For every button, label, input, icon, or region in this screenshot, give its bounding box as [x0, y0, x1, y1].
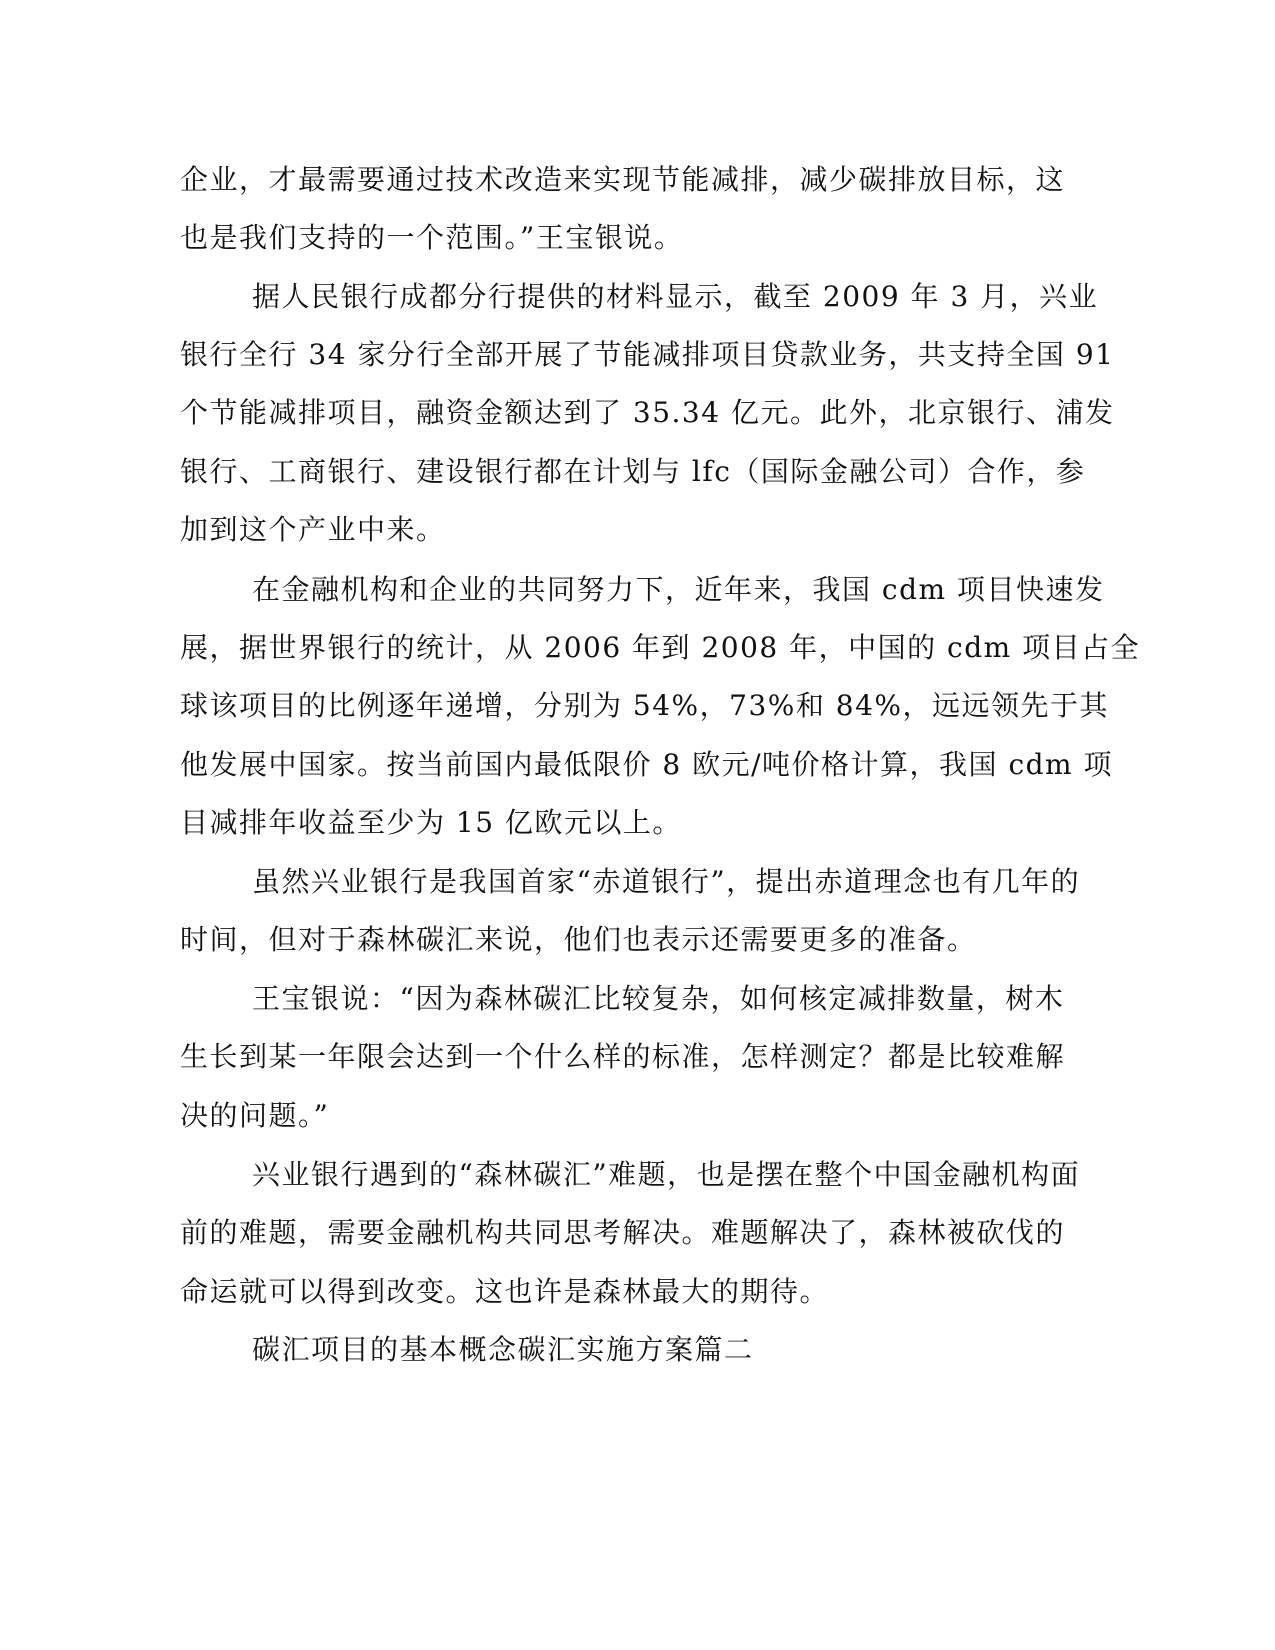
paragraph-start-line: 王宝银说：“因为森林碳汇比较复杂，如何核定减排数量，树木	[252, 982, 1065, 1015]
text-line: 球该项目的比例逐年递增，分别为 54%，73%和 84%，远远领先于其	[180, 689, 1110, 722]
text-line: 决的问题。”	[180, 1099, 330, 1132]
paragraph-start-line: 在金融机构和企业的共同努力下，近年来，我国 cdm 项目快速发	[252, 573, 1105, 606]
paragraph-start-line: 虽然兴业银行是我国首家“赤道银行”，提出赤道理念也有几年的	[252, 865, 1081, 898]
text-line: 展，据世界银行的统计，从 2006 年到 2008 年，中国的 cdm 项目占全	[180, 631, 1141, 664]
text-line: 他发展中国家。按当前国内最低限价 8 欧元/吨价格计算，我国 cdm 项	[180, 748, 1114, 781]
text-line: 前的难题，需要金融机构共同思考解决。难题解决了，森林被砍伐的	[180, 1216, 1066, 1249]
section-heading: 碳汇项目的基本概念碳汇实施方案篇二	[252, 1333, 754, 1366]
text-line: 时间，但对于森林碳汇来说，他们也表示还需要更多的准备。	[180, 923, 977, 956]
text-line: 生长到某一年限会达到一个什么样的标准，怎样测定？都是比较难解	[180, 1040, 1066, 1073]
text-line: 加到这个产业中来。	[180, 513, 446, 546]
text-line: 企业，才最需要通过技术改造来实现节能减排，减少碳排放目标，这	[180, 163, 1066, 196]
text-line: 命运就可以得到改变。这也许是森林最大的期待。	[180, 1275, 830, 1308]
paragraph-start-line: 兴业银行遇到的“森林碳汇”难题，也是摆在整个中国金融机构面	[252, 1158, 1081, 1191]
paragraph-start-line: 据人民银行成都分行提供的材料显示，截至 2009 年 3 月，兴业	[252, 280, 1099, 313]
text-line: 个节能减排项目，融资金额达到了 35.34 亿元。此外，北京银行、浦发	[180, 396, 1115, 429]
text-line: 也是我们支持的一个范围。”王宝银说。	[180, 221, 684, 254]
text-line: 银行、工商银行、建设银行都在计划与 lfc（国际金融公司）合作，参	[180, 455, 1086, 488]
text-line: 目减排年收益至少为 15 亿欧元以上。	[180, 806, 682, 839]
text-line: 银行全行 34 家分行全部开展了节能减排项目贷款业务，共支持全国 91	[180, 338, 1115, 371]
